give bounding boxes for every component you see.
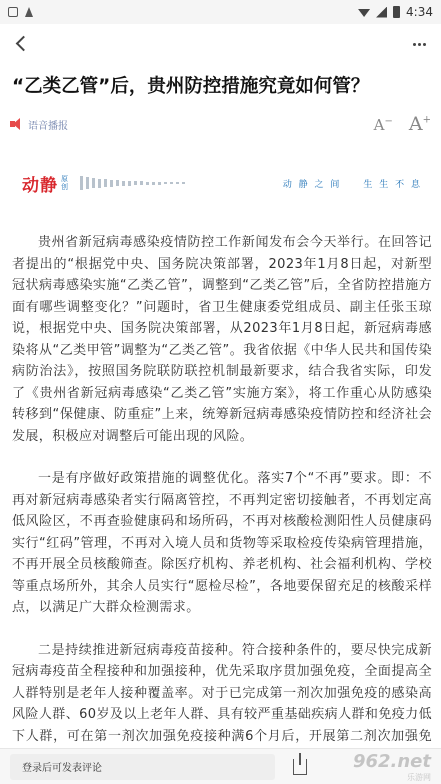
comment-input[interactable]: 登录后可发表评论 (10, 754, 275, 780)
article-paragraph: 贵州省新冠病毒感染疫情防控工作新闻发布会今天举行。在回答记者提出的“根据党中央、国务院决策部署，2023年1月8日起，对新型冠状病毒感染实施“乙类乙管”，调整到“乙类乙管”后，全省防控措施方面有哪些调整变化？”问题时，省卫生健康委党组成员、副主任张玉琼说，根据党中央、国务院决策部署，从2023年1月8日起，新冠病毒感染将从“乙类甲管”调整为“乙类乙管”。我省依据《中华人民共和国传染病防治法》，按照国务院联防联控机制最新要求，结合我省实际，印发了《贵州省新冠病毒感染“乙类乙管”实施方案》，将工作重心从防感染转移到“保健康、防重症”上来，统筹新冠病毒感染疫情防控和经济社会发展，积极应对调整后可能出现的风险。 (12, 235, 432, 444)
notification-a-icon (24, 7, 34, 17)
decorative-bar (98, 179, 101, 188)
nav-bar (0, 24, 441, 64)
bottom-bar (0, 748, 441, 784)
more-icon[interactable] (409, 34, 429, 54)
battery-icon (393, 6, 400, 18)
article-body (12, 232, 432, 784)
slogan-left: 动 静 之 间 (282, 179, 342, 190)
article-paragraph: 一是有序做好政策措施的调整优化。落实7个“不再”要求。即：不再对新冠病毒感染者实行隔离管控，不再判定密切接触者，不再划定高低风险区，不再查验健康码和场所码，不再对核酸检测阳性人员健康码实行“红码”管理，不再对入境人员和货物等采取检疫传染病管理措施，不再开展全员核酸筛查。除医疗机构、养老机构、社会福利机构、学校等重点场所外，其余人员实行“愿检尽检”，各地要保留充足的核酸采样点，以满足广大群众检测需求。 (12, 471, 432, 615)
audio-font-row (10, 113, 435, 135)
decorative-bar (176, 182, 179, 184)
decorative-bar (158, 182, 161, 185)
decorative-bar (146, 182, 149, 185)
watermark-sub: 乐游网 (407, 772, 431, 782)
decorative-bar (164, 182, 167, 184)
watermark-main: 962.net (352, 750, 431, 772)
article-paragraph: 二是持续推进新冠病毒疫苗接种。符合接种条件的，要尽快完成新冠病毒疫苗全程接种和加强接种，优先采取序贯加强免疫，全面提高全人群特别是老年人接种覆盖率。对于已完成第一剂次加强免疫的感染高风险人群、60岁及以上老年人群、具有较严重基础疾病人群和免疫力低下人群，可在第一剂次加强免疫接种满6个月后，开展第二剂次加强免 (12, 642, 432, 744)
decorative-bar (134, 181, 137, 185)
audio-play-button[interactable]: 语音播报 (28, 120, 68, 132)
signal-icon (376, 7, 387, 18)
decorative-bars (80, 176, 185, 190)
font-larger-button[interactable]: A+ (408, 113, 431, 135)
brand-banner (22, 170, 422, 196)
decorative-bar (104, 179, 107, 187)
status-bar (0, 0, 441, 24)
status-right (358, 5, 433, 19)
brand-sub-label: 原 创 (61, 175, 68, 191)
status-left (8, 7, 34, 17)
back-icon[interactable] (12, 34, 32, 54)
decorative-bar (122, 181, 125, 186)
watermark (353, 751, 431, 783)
decorative-bar (152, 182, 155, 185)
notification-square-icon (8, 7, 18, 17)
decorative-bar (128, 181, 131, 186)
slogan-right: 生 生 不 息 (363, 179, 422, 190)
font-smaller-button[interactable]: A− (373, 116, 393, 134)
decorative-bar (170, 182, 173, 184)
wifi-icon (358, 7, 370, 17)
font-size-controls (374, 113, 435, 135)
decorative-bar (116, 180, 119, 186)
decorative-bar (110, 180, 113, 187)
decorative-bar (80, 176, 83, 190)
decorative-bar (140, 181, 143, 185)
decorative-bar (182, 182, 185, 184)
status-time: 4:34 (406, 5, 433, 19)
brand-logo: 动静 (22, 175, 58, 196)
share-icon[interactable] (293, 759, 307, 775)
speaker-icon[interactable] (10, 118, 24, 130)
decorative-bar (92, 178, 95, 188)
article-title: “乙类乙管”后，贵州防控措施究竟如何管？ (12, 76, 370, 97)
decorative-bar (86, 177, 89, 189)
